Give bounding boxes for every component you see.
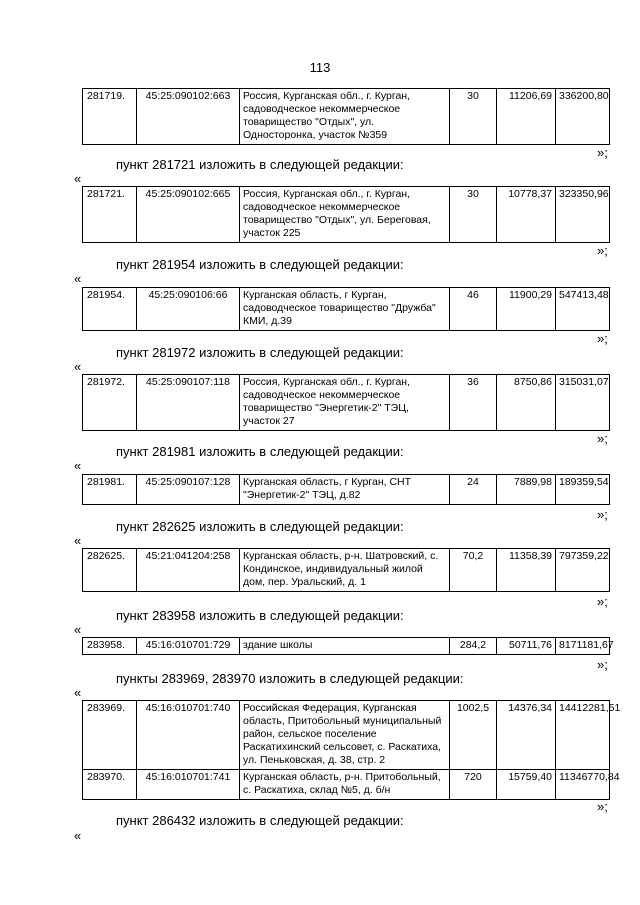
rate: 11206,69 bbox=[497, 89, 556, 145]
address: Россия, Курганская обл., г. Курган, садоводческое некоммерческое товарищество "Отдых", ул. Береговая, участок 225 bbox=[240, 187, 450, 243]
closing-quote: »; bbox=[597, 331, 608, 346]
row-number: 283970. bbox=[83, 770, 137, 800]
cadastral-value: 11346770,84 bbox=[556, 770, 610, 800]
table-row bbox=[83, 701, 610, 770]
row-number: 281719. bbox=[83, 89, 137, 145]
cadastral-number: 45:25:090102:663 bbox=[137, 89, 240, 145]
cadastral-table bbox=[82, 186, 610, 243]
cadastral-number: 45:21:041204:258 bbox=[137, 549, 240, 592]
opening-quote: « bbox=[74, 685, 82, 700]
table-row bbox=[83, 475, 610, 505]
rate: 50711,76 bbox=[497, 638, 556, 655]
table-row bbox=[83, 375, 610, 431]
cadastral-value: 323350,96 bbox=[556, 187, 610, 243]
area: 36 bbox=[450, 375, 497, 431]
table-block bbox=[82, 637, 614, 655]
cadastral-value: 8171181,67 bbox=[556, 638, 610, 655]
area: 46 bbox=[450, 288, 497, 331]
cadastral-table bbox=[82, 637, 614, 655]
cadastral-table bbox=[82, 287, 610, 331]
table-row bbox=[83, 638, 610, 655]
area: 30 bbox=[450, 89, 497, 145]
table-block bbox=[82, 88, 610, 145]
table-block bbox=[82, 186, 610, 243]
area: 24 bbox=[450, 475, 497, 505]
cadastral-number: 45:25:090102:665 bbox=[137, 187, 240, 243]
table-row bbox=[83, 549, 610, 592]
closing-quote: »; bbox=[597, 243, 608, 258]
area: 284,2 bbox=[450, 638, 497, 655]
table-row bbox=[83, 89, 610, 145]
cadastral-table bbox=[82, 548, 610, 592]
closing-quote: »; bbox=[597, 594, 608, 609]
cadastral-table bbox=[82, 88, 610, 145]
table-row bbox=[83, 187, 610, 243]
instruction-text: пункт 283958 изложить в следующей редакции: bbox=[116, 608, 404, 623]
row-number: 283969. bbox=[83, 701, 137, 770]
address: Курганская область, г Курган, СНТ "Энергетик-2" ТЭЦ, д.82 bbox=[240, 475, 450, 505]
cadastral-value: 315031,07 bbox=[556, 375, 610, 431]
address: Российская Федерация, Курганская область, Притобольный муниципальный район, сельское поселение Раскатихинский сельсовет, с. Раскатиха, ул. Пеньковская, д. 38, стр. 2 bbox=[240, 701, 450, 770]
row-number: 281972. bbox=[83, 375, 137, 431]
address: Курганская область, р-н. Притобольный, с. Раскатиха, склад №5, д. б/н bbox=[240, 770, 450, 800]
table-block bbox=[82, 374, 610, 431]
row-number: 281721. bbox=[83, 187, 137, 243]
row-number: 281954. bbox=[83, 288, 137, 331]
rate: 10778,37 bbox=[497, 187, 556, 243]
closing-quote: »; bbox=[597, 657, 608, 672]
page-number: 113 bbox=[309, 60, 331, 75]
rate: 15759,40 bbox=[497, 770, 556, 800]
table-block bbox=[82, 700, 621, 800]
table-block bbox=[82, 287, 610, 331]
closing-quote: »; bbox=[597, 799, 608, 814]
opening-quote: « bbox=[74, 458, 82, 473]
instruction-text: пункты 283969, 283970 изложить в следующей редакции: bbox=[116, 671, 464, 686]
cadastral-value: 189359,54 bbox=[556, 475, 610, 505]
cadastral-table bbox=[82, 374, 610, 431]
instruction-text: пункт 281981 изложить в следующей редакции: bbox=[116, 444, 404, 459]
opening-quote: « bbox=[74, 171, 82, 186]
rate: 11900,29 bbox=[497, 288, 556, 331]
instruction-text: пункт 281721 изложить в следующей редакции: bbox=[116, 157, 404, 172]
cadastral-value: 336200,80 bbox=[556, 89, 610, 145]
instruction-text: пункт 282625 изложить в следующей редакции: bbox=[116, 519, 404, 534]
area: 1002,5 bbox=[450, 701, 497, 770]
address: Курганская область, г Курган, садоводческое товарищество "Дружба" КМИ, д.39 bbox=[240, 288, 450, 331]
cadastral-table bbox=[82, 474, 610, 505]
rate: 8750,86 bbox=[497, 375, 556, 431]
rate: 11358,39 bbox=[497, 549, 556, 592]
cadastral-value: 14412281,51 bbox=[556, 701, 610, 770]
opening-quote: « bbox=[74, 359, 82, 374]
table-block bbox=[82, 548, 610, 592]
address: Россия, Курганская обл., г. Курган, садоводческое некоммерческое товарищество "Отдых", ул. Односторонка, участок №359 bbox=[240, 89, 450, 145]
instruction-text: пункт 281954 изложить в следующей редакции: bbox=[116, 257, 404, 272]
cadastral-value: 547413,48 bbox=[556, 288, 610, 331]
table-row bbox=[83, 288, 610, 331]
opening-quote: « bbox=[74, 828, 82, 843]
opening-quote: « bbox=[74, 271, 82, 286]
row-number: 283958. bbox=[83, 638, 137, 655]
area: 70,2 bbox=[450, 549, 497, 592]
closing-quote: »; bbox=[597, 507, 608, 522]
cadastral-number: 45:16:010701:740 bbox=[137, 701, 240, 770]
row-number: 281981. bbox=[83, 475, 137, 505]
rate: 14376,34 bbox=[497, 701, 556, 770]
area: 30 bbox=[450, 187, 497, 243]
table-block bbox=[82, 474, 610, 505]
closing-quote: »; bbox=[597, 431, 608, 446]
instruction-text: пункт 286432 изложить в следующей редакции: bbox=[116, 813, 404, 828]
closing-quote: »; bbox=[597, 145, 608, 160]
address: Курганская область, р-н. Шатровский, с. Кондинское, индивидуальный жилой дом, пер. Уральский, д. 1 bbox=[240, 549, 450, 592]
cadastral-number: 45:25:090106:66 bbox=[137, 288, 240, 331]
instruction-text: пункт 281972 изложить в следующей редакции: bbox=[116, 345, 404, 360]
cadastral-table bbox=[82, 700, 621, 800]
opening-quote: « bbox=[74, 533, 82, 548]
cadastral-number: 45:16:010701:741 bbox=[137, 770, 240, 800]
address: Россия, Курганская обл., г. Курган, садоводческое некоммерческое товарищество "Энергетик-2" ТЭЦ, участок 27 bbox=[240, 375, 450, 431]
opening-quote: « bbox=[74, 622, 82, 637]
rate: 7889,98 bbox=[497, 475, 556, 505]
area: 720 bbox=[450, 770, 497, 800]
cadastral-number: 45:16:010701:729 bbox=[137, 638, 240, 655]
cadastral-number: 45:25:090107:128 bbox=[137, 475, 240, 505]
cadastral-number: 45:25:090107:118 bbox=[137, 375, 240, 431]
table-row bbox=[83, 770, 610, 800]
address: здание школы bbox=[240, 638, 450, 655]
cadastral-value: 797359,22 bbox=[556, 549, 610, 592]
row-number: 282625. bbox=[83, 549, 137, 592]
